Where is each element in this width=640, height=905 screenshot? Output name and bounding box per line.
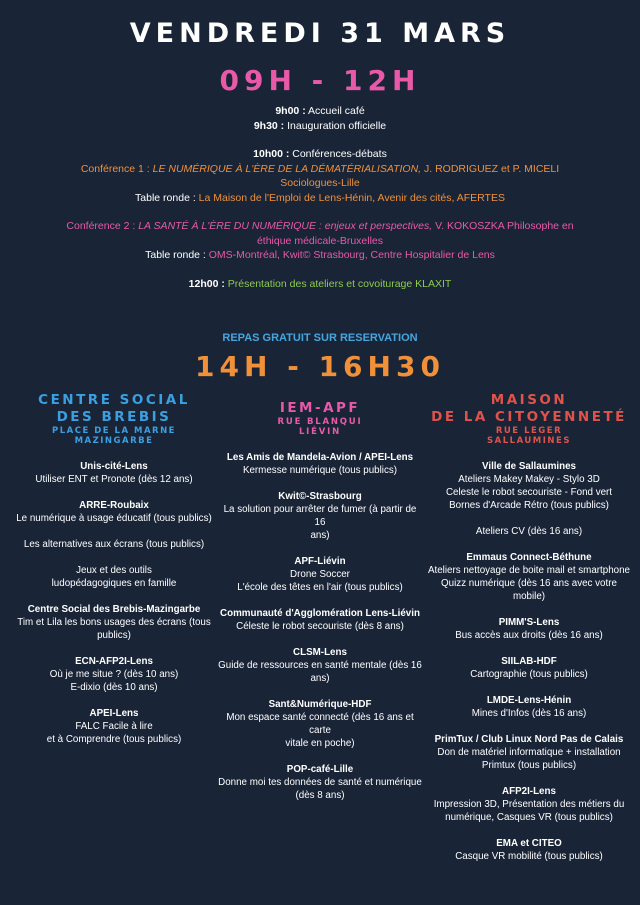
- table-ronde-2-text: OMS-Montréal, Kwit© Strasbourg, Centre Hospitalier de Lens: [208, 249, 495, 261]
- workshop-description: Céleste le robot secouriste (dès 8 ans): [236, 621, 404, 632]
- venue-name-line: MAISON: [490, 392, 568, 408]
- organizer-name: APF-Liévin: [294, 556, 346, 567]
- inauguration-text: Inauguration officielle: [284, 119, 387, 132]
- organizer-name: POP-café-Lille: [286, 764, 354, 775]
- workshop-list: [14, 460, 214, 746]
- workshop-description: Guide de ressources en santé mentale (dès 16: [218, 660, 422, 671]
- workshop-entry: [218, 763, 422, 802]
- conference-1-prefix: Conférence 1 :: [80, 162, 153, 175]
- workshop-entry: [14, 655, 214, 694]
- workshop-description: Ateliers CV (dès 16 ans): [475, 526, 583, 537]
- workshop-description: Drone Soccer: [290, 569, 350, 580]
- page-title: VENDREDI 31 MARS: [129, 18, 511, 49]
- organizer-name: Kwit©-Strasbourg: [278, 491, 362, 502]
- workshop-entry: [218, 490, 422, 542]
- venue-name-line: DE LA CITOYENNETÉ: [431, 409, 627, 425]
- organizer-name: SIILAB-HDF: [501, 656, 557, 667]
- workshop-entry: [14, 499, 214, 590]
- workshop-description: ans): [310, 673, 330, 684]
- organizer-name: Ville de Sallaumines: [481, 461, 577, 472]
- organizer-name: AFP2I-Lens: [502, 786, 556, 797]
- conference-1-line: [40, 162, 600, 177]
- workshop-description: L'école des têtes en l'air (tous publics): [237, 582, 403, 593]
- organizer-name: PrimTux / Club Linux Nord Pas de Calais: [434, 734, 624, 745]
- venue-address-line: PLACE DE LA MARNE: [51, 426, 176, 436]
- organizer-name: Communauté d'Agglomération Lens-Liévin: [220, 608, 420, 619]
- workshop-description: [14, 525, 214, 538]
- conference-1-speakers: J. RODRIGUEZ et P. MICELI: [421, 162, 560, 175]
- organizer-name: Centre Social des Brebis-Mazingarbe: [27, 604, 201, 615]
- workshop-description: [426, 512, 632, 525]
- conference-1-title: LE NUMÉRIQUE À L'ÈRE DE LA DÉMATÉRIALISATION,: [152, 162, 422, 175]
- table-ronde-1-text: La Maison de l'Emploi de Lens-Hénin, Avenir des cités, AFERTES: [198, 191, 505, 204]
- workshop-list: [218, 451, 422, 802]
- column-iem-apf: [218, 392, 422, 815]
- venue-name-line: CENTRE SOCIAL: [38, 392, 190, 408]
- organizer-name: ARRE-Roubaix: [79, 500, 149, 511]
- venue-heading: [426, 392, 632, 446]
- organizer-name: EMA et CITEO: [496, 838, 562, 849]
- workshop-description: Mines d'Infos (dès 16 ans): [471, 708, 587, 719]
- venue-address-line: RUE LEGER: [495, 426, 563, 436]
- workshop-description: La solution pour arrêter de fumer (à partir de 16: [223, 504, 417, 528]
- organizer-name: Emmaus Connect-Béthune: [466, 552, 592, 563]
- workshop-entry: [14, 603, 214, 642]
- conference-2-title: LA SANTÉ À L'ÈRE DU NUMÉRIQUE : enjeux et perspectives,: [138, 220, 433, 232]
- workshop-description: et à Comprendre (tous publics): [46, 734, 182, 745]
- workshop-entry: [218, 646, 422, 685]
- workshop-description: Les alternatives aux écrans (tous publics): [23, 539, 205, 550]
- workshop-description: (dès 8 ans): [295, 790, 345, 801]
- organizer-name: APEI-Lens: [89, 708, 139, 719]
- workshop-description: Celeste le robot secouriste - Fond vert: [445, 487, 613, 498]
- workshop-description: Donne moi tes données de santé et numérique: [218, 777, 422, 788]
- table-ronde-1: [40, 191, 600, 206]
- morning-program: [40, 104, 600, 291]
- workshop-entry: [426, 694, 632, 720]
- workshop-entry: [426, 616, 632, 642]
- workshop-description: Cartographie (tous publics): [470, 669, 588, 680]
- venue-address-line: LIÉVIN: [298, 427, 342, 437]
- workshop-description: Primtux (tous publics): [481, 760, 577, 771]
- conference-2-prefix: Conférence 2 :: [66, 220, 139, 232]
- inauguration-line: [40, 119, 600, 134]
- venue-name-line: IEM-APF: [279, 400, 361, 416]
- venue-address-line: RUE BLANQUI: [277, 417, 363, 427]
- workshop-description: Le numérique à usage éducatif (tous publics): [16, 513, 212, 524]
- afternoon-time-heading: 14H - 16H30: [195, 350, 445, 383]
- noon-text: Présentation des ateliers et covoiturage KLAXIT: [224, 277, 452, 290]
- workshop-entry: [218, 451, 422, 477]
- venue-name-line: DES BREBIS: [56, 409, 172, 425]
- organizer-name: ECN-AFP2I-Lens: [75, 656, 153, 667]
- morning-time-heading: 09H - 12H: [219, 64, 421, 97]
- workshop-description: Don de matériel informatique + installation: [437, 747, 621, 758]
- workshop-entry: [426, 837, 632, 863]
- conferences-text: Conférences-débats: [289, 148, 387, 160]
- workshop-description: Mon espace santé connecté (dès 16 ans et carte: [226, 712, 414, 736]
- organizer-name: Sant&Numérique-HDF: [268, 699, 372, 710]
- conference-1-role: Sociologues-Lille: [280, 177, 360, 189]
- workshop-entry: [218, 607, 422, 633]
- accueil-time: 9h00 :: [275, 105, 306, 117]
- workshop-description: E-dixio (dès 10 ans): [70, 682, 158, 693]
- conferences-time: 10h00 :: [253, 148, 290, 160]
- table-ronde-1-label: Table ronde :: [135, 191, 199, 204]
- organizer-name: CLSM-Lens: [293, 647, 347, 658]
- workshop-entry: [14, 707, 214, 746]
- venue-heading: [14, 392, 214, 446]
- inauguration-time: 9h30 :: [253, 119, 285, 132]
- organizer-name: PIMM'S-Lens: [498, 617, 560, 628]
- organizer-name: Unis-cité-Lens: [80, 461, 148, 472]
- workshop-description: Casque VR mobilité (tous publics): [455, 851, 603, 862]
- workshop-description: publics): [97, 630, 131, 641]
- venue-address-line: MAZINGARBE: [74, 436, 154, 446]
- workshop-description: ans): [310, 530, 330, 541]
- workshop-list: [426, 460, 632, 863]
- workshop-description: Bus accès aux droits (dès 16 ans): [455, 630, 603, 641]
- workshop-description: Tim et Lila les bons usages des écrans (tous: [17, 617, 211, 628]
- workshop-description: Bornes d'Arcade Rétro (tous publics): [449, 500, 609, 511]
- workshop-description: Kermesse numérique (tous publics): [242, 465, 398, 476]
- workshop-description: Impression 3D, Présentation des métiers du: [433, 799, 625, 810]
- workshop-entry: [426, 460, 632, 538]
- column-maison-citoyennete: [426, 392, 632, 876]
- table-ronde-2-label: Table ronde :: [145, 249, 209, 261]
- workshop-description: ludopédagogiques en famille: [51, 578, 177, 589]
- organizer-name: Les Amis de Mandela-Avion / APEI-Lens: [226, 452, 414, 463]
- workshop-description: Jeux et des outils: [76, 565, 152, 576]
- workshop-entry: [426, 785, 632, 824]
- noon-line: [40, 277, 600, 292]
- conferences-line: [40, 147, 600, 162]
- workshop-description: vitale en poche): [285, 738, 355, 749]
- workshop-entry: [218, 698, 422, 750]
- column-centre-social: [14, 392, 214, 759]
- workshop-description: Utiliser ENT et Pronote (dès 12 ans): [35, 474, 193, 485]
- workshop-entry: [426, 551, 632, 603]
- workshop-description: numérique, Casques VR (tous publics): [445, 812, 613, 823]
- workshop-entry: [14, 460, 214, 486]
- repas-notice: REPAS GRATUIT SUR RESERVATION: [222, 332, 418, 344]
- workshop-description: FALC Facile à lire: [75, 721, 153, 732]
- noon-time: 12h00 :: [188, 277, 225, 290]
- workshop-description: Ateliers Makey Makey - Stylo 3D: [458, 474, 600, 485]
- venue-address-line: SALLAUMINES: [487, 436, 571, 446]
- conference-2-speakers: V. KOKOSZKA Philosophe en: [432, 220, 574, 232]
- conference-2-line: [40, 219, 600, 234]
- workshop-description: Où je me situe ? (dès 10 ans): [49, 669, 179, 680]
- workshop-description: Quizz numérique (dès 16 ans avec votre mobile): [441, 578, 617, 602]
- workshop-entry: [218, 555, 422, 594]
- conference-2-role: éthique médicale-Bruxelles: [256, 234, 384, 247]
- accueil-line: [40, 104, 600, 119]
- table-ronde-2: [40, 248, 600, 263]
- workshop-description: [14, 551, 214, 564]
- accueil-text: Accueil café: [305, 105, 365, 117]
- workshop-entry: [426, 733, 632, 772]
- workshop-description: Ateliers nettoyage de boite mail et smartphone: [427, 565, 631, 576]
- venue-heading: [218, 400, 422, 437]
- workshop-entry: [426, 655, 632, 681]
- organizer-name: LMDE-Lens-Hénin: [486, 695, 572, 706]
